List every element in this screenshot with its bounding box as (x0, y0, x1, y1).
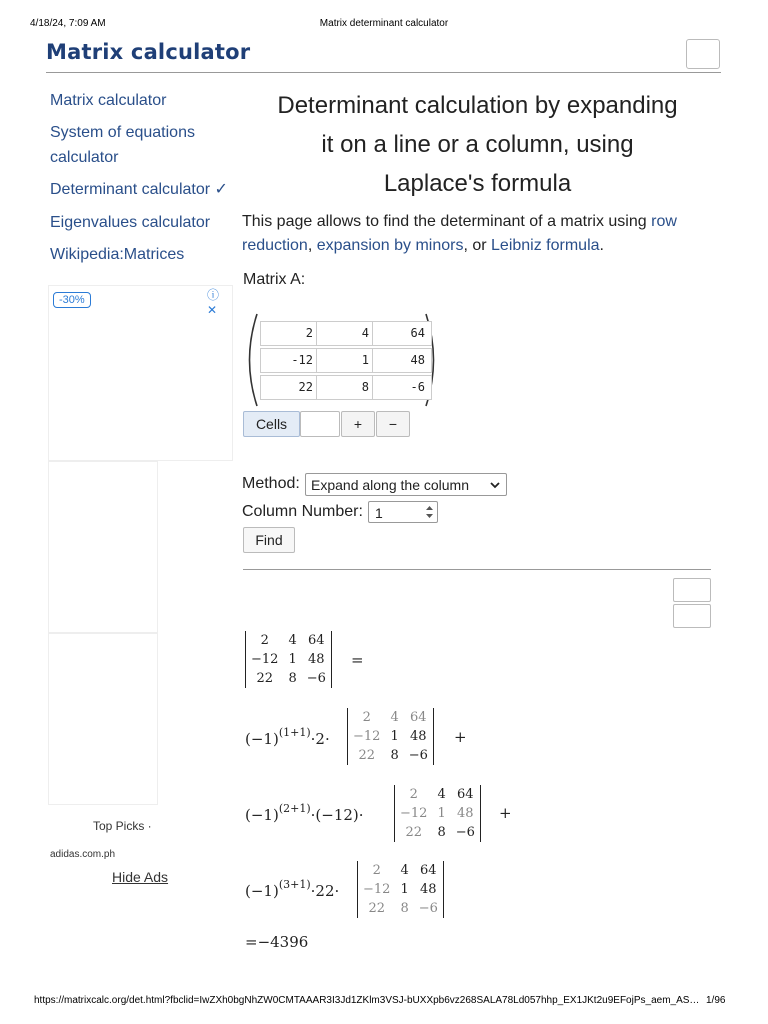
plus-sign: + (499, 804, 512, 822)
nav-eigenvalues-calculator[interactable]: Eigenvalues calculator (50, 214, 211, 231)
nav-matrix-calculator[interactable]: Matrix calculator (50, 92, 167, 109)
page-number: 1/96 (706, 995, 726, 1006)
expansion-term: $(-1)^{(3+1)}\cdot 22\cdot$ (245, 878, 340, 900)
matrix-cell[interactable]: 1 (316, 348, 376, 373)
ad-container (48, 285, 233, 805)
discount-badge: -30% (53, 292, 91, 308)
ad-top-picks[interactable]: Top Picks · (93, 819, 152, 833)
adchoices-icon[interactable]: ⓘ ✕ (207, 288, 220, 317)
method-select[interactable]: Expand along the column (305, 473, 507, 496)
footer-url: https://matrixcalc.org/det.html?fbclid=IwZXh0bgNhZW0CMTAAAR3I3Jd1ZKlm3VSJ-bUXXpb6vz268SALA78Ld057hhp_EX1JKt2u9EFojPs_aem_AS… (34, 995, 700, 1006)
page-title: Determinant calculation by expanding it on a line or a column, using Laplace's formula (277, 92, 678, 197)
expansion-by-minors-link[interactable]: expansion by minors (316, 237, 464, 254)
column-number-label: Column Number: (242, 503, 363, 520)
site-title[interactable]: Matrix calculator (46, 40, 251, 64)
nav-system-of-equations[interactable]: System of equations calculator (50, 124, 195, 166)
minor-matrix: 2 4 64 −12 1 48 22 8 −6 (394, 785, 481, 842)
determinant-matrix: 2 4 64 −12 1 48 22 8 −6 (245, 631, 332, 688)
method-label: Method: (242, 475, 300, 492)
row-reduction-link[interactable]: row reduction (242, 213, 677, 254)
print-datetime: 4/18/24, 7:09 AM (30, 18, 106, 29)
equals-sign: = (351, 651, 364, 669)
determinant-result: =−4396 (245, 933, 309, 951)
column-number-input[interactable]: 1 (368, 501, 438, 523)
result-action-button[interactable] (673, 604, 711, 628)
matrix-cell[interactable]: 8 (316, 375, 376, 400)
cells-button[interactable]: Cells (243, 411, 300, 437)
plus-sign: + (454, 728, 467, 746)
leibniz-formula-link[interactable]: Leibniz formula (491, 237, 600, 254)
matrix-cell[interactable]: 48 (372, 348, 432, 373)
matrix-cell[interactable]: 22 (260, 375, 320, 400)
chevron-down-icon (490, 482, 500, 489)
settings-button[interactable] (686, 39, 720, 69)
print-doc-title: Matrix determinant calculator (319, 18, 449, 29)
intro-text: This page allows to find the determinant of a matrix using row reduction, expansion by minors, or Leibniz formula. (242, 213, 677, 254)
remove-cells-button[interactable]: − (376, 411, 410, 437)
find-button[interactable]: Find (243, 527, 295, 553)
result-action-button[interactable] (673, 578, 711, 602)
ad-panel[interactable] (48, 633, 158, 805)
ad-domain[interactable]: adidas.com.ph (50, 849, 116, 860)
matrix-cell[interactable]: 64 (372, 321, 432, 346)
expansion-term: $(-1)^{(1+1)}\cdot 2\cdot$ (245, 726, 330, 748)
nav-wikipedia-matrices[interactable]: Wikipedia:Matrices (50, 246, 185, 263)
header-divider (46, 72, 721, 73)
hide-ads-link[interactable]: Hide Ads (112, 869, 169, 885)
ad-panel[interactable] (48, 285, 233, 461)
cells-count-input[interactable] (300, 411, 340, 437)
nav-determinant-calculator[interactable]: Determinant calculator ✓ (50, 181, 228, 198)
ad-panel[interactable] (48, 461, 158, 633)
left-paren-icon (240, 312, 260, 408)
result-divider (243, 569, 711, 570)
spinner-arrows-icon[interactable] (425, 504, 434, 520)
matrix-cell[interactable]: 2 (260, 321, 320, 346)
expansion-term: $(-1)^{(2+1)}\cdot(-12)\cdot$ (245, 802, 364, 824)
matrix-cell[interactable]: 4 (316, 321, 376, 346)
matrix-label: Matrix A: (243, 271, 306, 288)
minor-matrix: 2 4 64 −12 1 48 22 8 −6 (357, 861, 444, 918)
minor-matrix: 2 4 64 −12 1 48 22 8 −6 (347, 708, 434, 765)
matrix-cell[interactable]: -12 (260, 348, 320, 373)
add-cells-button[interactable]: + (341, 411, 375, 437)
matrix-cell[interactable]: -6 (372, 375, 432, 400)
